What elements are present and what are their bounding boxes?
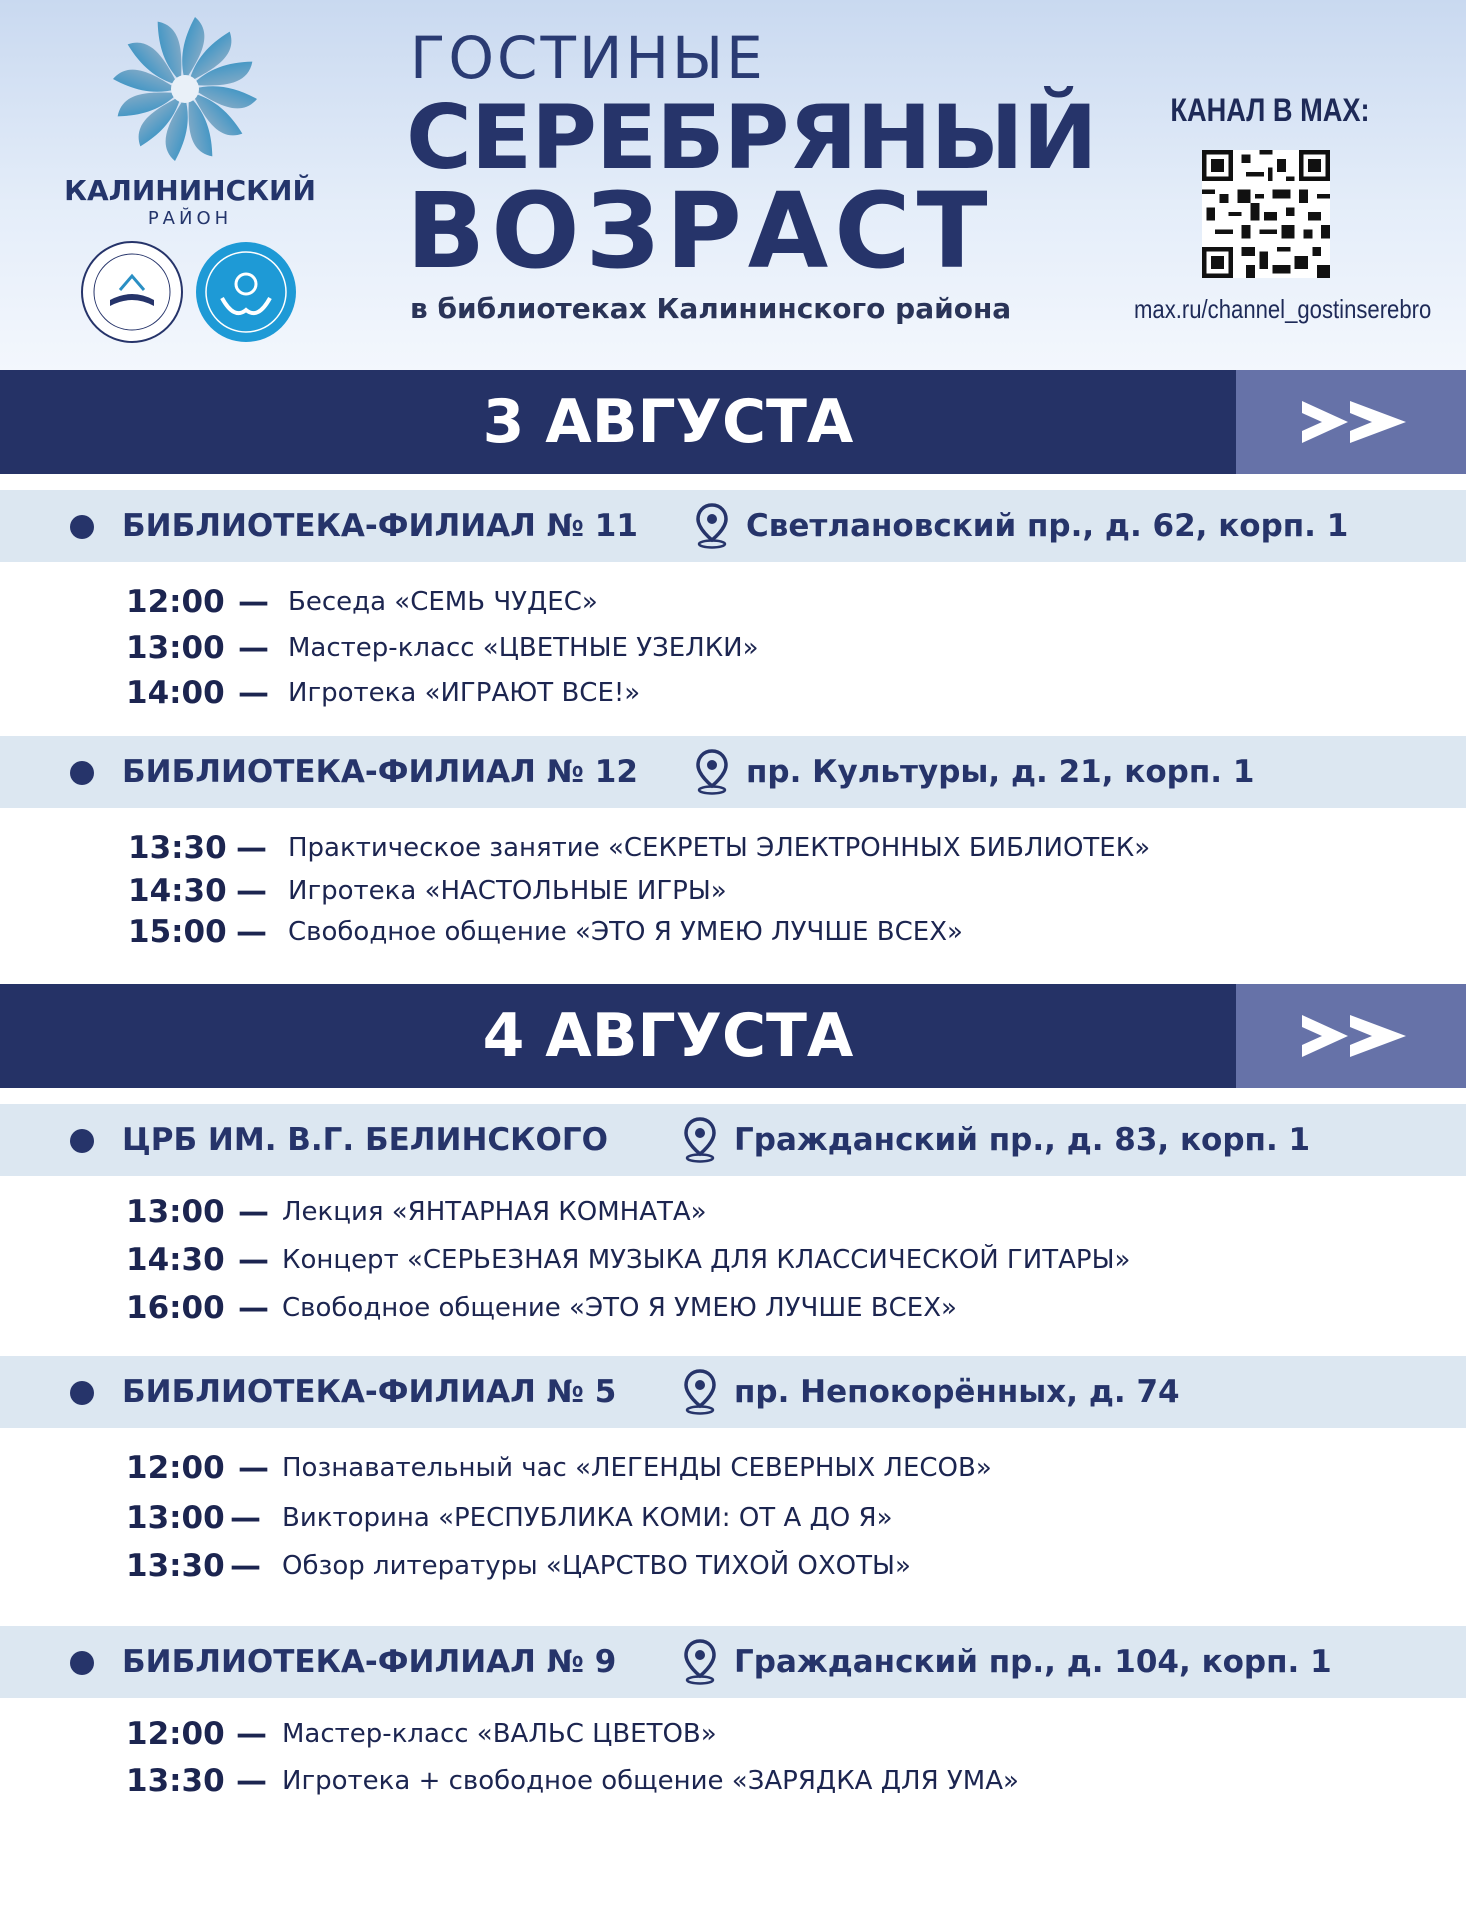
event-dash: — [236,914,267,950]
event-dash: — [236,873,267,909]
event-title: Викторина «РЕСПУБЛИКА КОМИ: ОТ А ДО Я» [282,1503,893,1533]
library-address: Гражданский пр., д. 104, корп. 1 [734,1644,1332,1680]
event-dash: — [238,1290,269,1326]
title-line-2: ВОЗРАСТ [406,170,994,292]
location-pin-icon [682,1368,718,1416]
event-title: Мастер-класс «ЦВЕТНЫЕ УЗЕЛКИ» [288,633,759,663]
social-service-seal-icon [194,240,298,344]
event-time: 16:00 [126,1290,225,1326]
event-time: 13:30 [126,1763,225,1799]
double-chevron-right-icon [1300,1011,1410,1061]
library-header-central-belinsky [0,1104,1466,1176]
library-address: пр. Культуры, д. 21, корп. 1 [746,754,1255,790]
library-name: БИБЛИОТЕКА-ФИЛИАЛ № 9 [122,1644,617,1680]
library-name: БИБЛИОТЕКА-ФИЛИАЛ № 5 [122,1374,617,1410]
event-time: 12:00 [126,584,225,620]
qr-code-icon[interactable] [1202,150,1330,278]
event-title: Игротека «НАСТОЛЬНЫЕ ИГРЫ» [288,876,727,906]
library-name: БИБЛИОТЕКА-ФИЛИАЛ № 11 [122,508,638,544]
event-title: Лекция «ЯНТАРНАЯ КОМНАТА» [282,1197,707,1227]
event-dash: — [238,675,269,711]
event-dash: — [238,630,269,666]
library-address: пр. Непокорённых, д. 74 [734,1374,1180,1410]
title-line-1: СЕРЕБРЯНЫЙ [406,86,1097,189]
library-header-branch-9 [0,1626,1466,1698]
district-name: КАЛИНИНСКИЙ [64,174,316,207]
event-time: 14:30 [128,873,227,909]
event-time: 13:30 [128,830,227,866]
bullet-dot-icon [70,1129,94,1153]
location-pin-icon [682,1116,718,1164]
event-time: 12:00 [126,1450,225,1486]
event-title: Свободное общение «ЭТО Я УМЕЮ ЛУЧШЕ ВСЕХ» [288,917,963,947]
date-heading: 4 АВГУСТА [482,1001,854,1071]
event-dash: — [238,1242,269,1278]
header [0,0,1466,370]
event-title: Обзор литературы «ЦАРСТВО ТИХОЙ ОХОТЫ» [282,1551,911,1581]
event-time: 13:30 [126,1548,225,1584]
event-dash: — [230,1548,261,1584]
event-dash: — [236,830,267,866]
library-address: Светлановский пр., д. 62, корп. 1 [746,508,1349,544]
arrow-box [1236,370,1466,474]
library-address: Гражданский пр., д. 83, корп. 1 [734,1122,1311,1158]
event-dash: — [236,1716,267,1752]
event-dash: — [238,1194,269,1230]
bullet-dot-icon [70,761,94,785]
event-title: Мастер-класс «ВАЛЬС ЦВЕТОВ» [282,1719,717,1749]
district-logo [60,14,320,354]
event-title: Познавательный час «ЛЕГЕНДЫ СЕВЕРНЫХ ЛЕСОВ» [282,1453,992,1483]
event-time: 13:00 [126,630,225,666]
event-time: 14:30 [126,1242,225,1278]
date-band-day-2 [0,984,1466,1088]
location-pin-icon [682,1638,718,1686]
event-title: Игротека + свободное общение «ЗАРЯДКА ДЛЯ УМА» [282,1766,1019,1796]
title-small: ГОСТИНЫЕ [410,24,766,92]
double-chevron-right-icon [1300,397,1410,447]
library-header-branch-12 [0,736,1466,808]
event-dash: — [238,1450,269,1486]
event-title: Практическое занятие «СЕКРЕТЫ ЭЛЕКТРОННЫХ БИБЛИОТЕК» [288,833,1151,863]
event-title: Беседа «СЕМЬ ЧУДЕС» [288,587,598,617]
channel-label: КАНАЛ В MAX: [1170,92,1370,128]
event-time: 12:00 [126,1716,225,1752]
event-title: Свободное общение «ЭТО Я УМЕЮ ЛУЧШЕ ВСЕХ» [282,1293,957,1323]
event-dash: — [236,1763,267,1799]
library-header-branch-11 [0,490,1466,562]
library-system-seal-icon [80,240,184,344]
location-pin-icon [694,502,730,550]
event-time: 14:00 [126,675,225,711]
event-time: 15:00 [128,914,227,950]
channel-url-link[interactable]: max.ru/channel_gostinserebro [1134,294,1432,324]
subtitle: в библиотеках Калининского района [410,292,1012,325]
flower-logo-icon [110,14,260,164]
bullet-dot-icon [70,515,94,539]
date-band-day-1 [0,370,1466,474]
event-time: 13:00 [126,1500,225,1536]
library-name: ЦРБ ИМ. В.Г. БЕЛИНСКОГО [122,1122,608,1158]
event-title: Игротека «ИГРАЮТ ВСЕ!» [288,678,641,708]
date-heading: 3 АВГУСТА [482,387,854,457]
library-name: БИБЛИОТЕКА-ФИЛИАЛ № 12 [122,754,638,790]
event-dash: — [230,1500,261,1536]
event-time: 13:00 [126,1194,225,1230]
district-subtitle: РАЙОН [147,208,233,229]
arrow-box [1236,984,1466,1088]
bullet-dot-icon [70,1651,94,1675]
location-pin-icon [694,748,730,796]
bullet-dot-icon [70,1381,94,1405]
event-dash: — [238,584,269,620]
event-title: Концерт «СЕРЬЕЗНАЯ МУЗЫКА ДЛЯ КЛАССИЧЕСКОЙ ГИТАРЫ» [282,1245,1131,1275]
library-header-branch-5 [0,1356,1466,1428]
